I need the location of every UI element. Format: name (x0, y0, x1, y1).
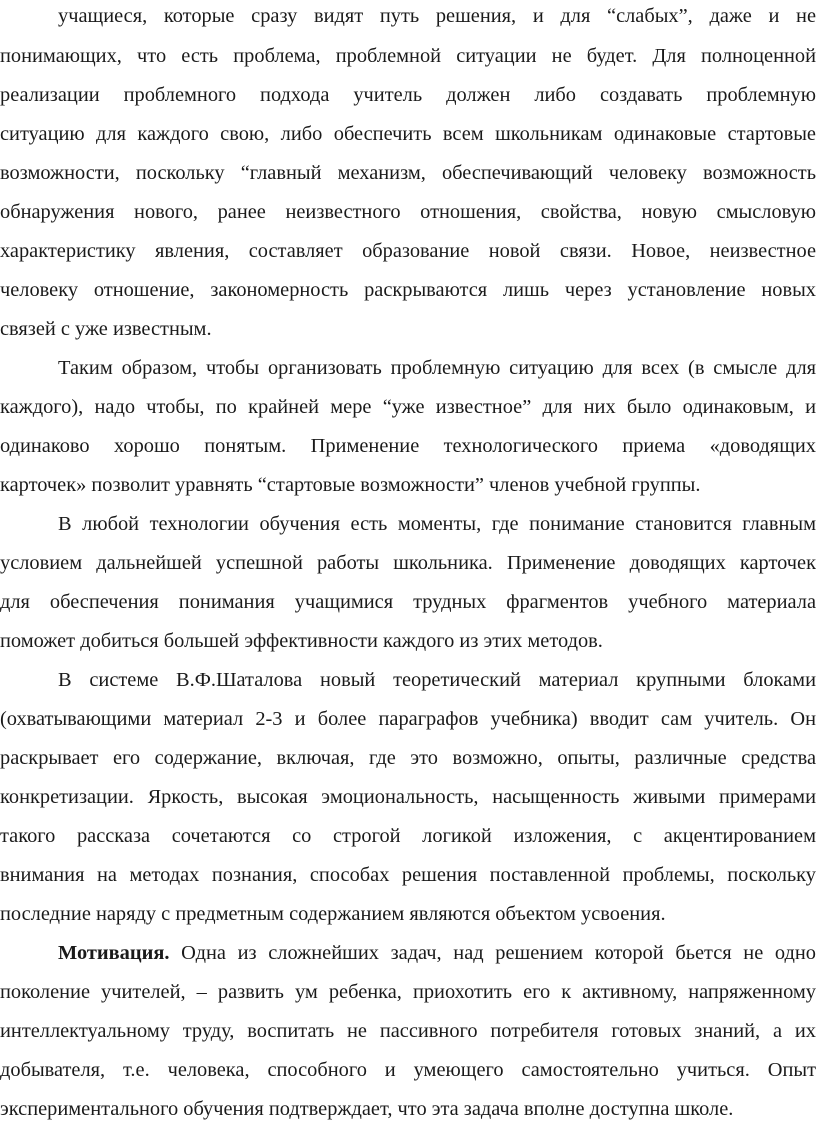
paragraph-4-line-6: внимания на методах познания, способах решения поставленной проблемы, поскольку (0, 864, 816, 886)
paragraph-4-line-4: конкретизации. Яркость, высокая эмоциональность, насыщенность живыми примерами (0, 786, 816, 808)
paragraph-4-line-2: (охватывающими материал 2-3 и более параграфов учебника) вводит сам учитель. Он (0, 708, 816, 730)
paragraph-3-line-1: В любой технологии обучения есть моменты, где понимание становится главным (58, 513, 816, 535)
paragraph-4-line-5: такого рассказа сочетаются со строгой логикой изложения, с акцентированием (0, 825, 816, 847)
paragraph-5-line-4: добывателя, т.е. человека, способного и умеющего самостоятельно учиться. Опыт (0, 1059, 816, 1081)
paragraph-2-line-3: одинаково хорошо понятым. Применение технологического приема «доводящих (0, 435, 816, 457)
paragraph-4-line-3: раскрывает его содержание, включая, где это возможно, опыты, различные средства (0, 747, 816, 769)
paragraph-1-line-8: человеку отношение, закономерность раскрываются лишь через установление новых (0, 279, 816, 301)
paragraph-3-line-4: поможет добиться большей эффективности каждого из этих методов. (0, 630, 603, 652)
paragraph-3-line-3: для обеспечения понимания учащимися трудных фрагментов учебного материала (0, 591, 816, 613)
paragraph-5-line-1-text: Одна из сложнейших задач, над решением которой бьется не одно (169, 942, 816, 964)
paragraph-5-line-2: поколение учителей, – развить ум ребенка, приохотить его к активному, напряженному (0, 981, 816, 1003)
section-heading-motivation: Мотивация. (58, 942, 170, 964)
paragraph-1-line-6: обнаружения нового, ранее неизвестного отношения, свойства, новую смысловую (0, 201, 816, 223)
paragraph-5-line-3: интеллектуальному труду, воспитать не пассивного потребителя готовых знаний, а их (0, 1020, 816, 1042)
paragraph-2-line-1: Таким образом, чтобы организовать проблемную ситуацию для всех (в смысле для (58, 357, 816, 379)
paragraph-1-line-1: учащиеся, которые сразу видят путь решения, и для “слабых”, даже и не (58, 5, 816, 27)
paragraph-2-line-4: карточек» позволит уравнять “стартовые возможности” членов учебной группы. (0, 474, 701, 496)
paragraph-4-line-1: В системе В.Ф.Шаталова новый теоретический материал крупными блоками (58, 669, 816, 691)
paragraph-1-line-5: возможности, поскольку “главный механизм, обеспечивающий человеку возможность (0, 162, 816, 184)
paragraph-5-line-5: экспериментального обучения подтверждает, что эта задача вполне доступна школе. (0, 1098, 734, 1120)
paragraph-2-line-2: каждого), надо чтобы, по крайней мере “уже известное” для них было одинаковым, и (0, 396, 816, 418)
paragraph-5-line-1 (58, 943, 816, 963)
paragraph-1-line-9: связей с уже известным. (0, 318, 212, 340)
paragraph-1-line-7: характеристику явления, составляет образование новой связи. Новое, неизвестное (0, 240, 816, 262)
paragraph-1-line-2: понимающих, что есть проблема, проблемной ситуации не будет. Для полноценной (0, 45, 816, 67)
paragraph-4-line-7: последние наряду с предметным содержанием являются объектом усвоения. (0, 903, 666, 925)
paragraph-3-line-2: условием дальнейшей успешной работы школьника. Применение доводящих карточек (0, 552, 816, 574)
paragraph-1-line-3: реализации проблемного подхода учитель должен либо создавать проблемную (0, 84, 816, 106)
paragraph-1-line-4: ситуацию для каждого свою, либо обеспечить всем школьникам одинаковые стартовые (0, 123, 816, 145)
